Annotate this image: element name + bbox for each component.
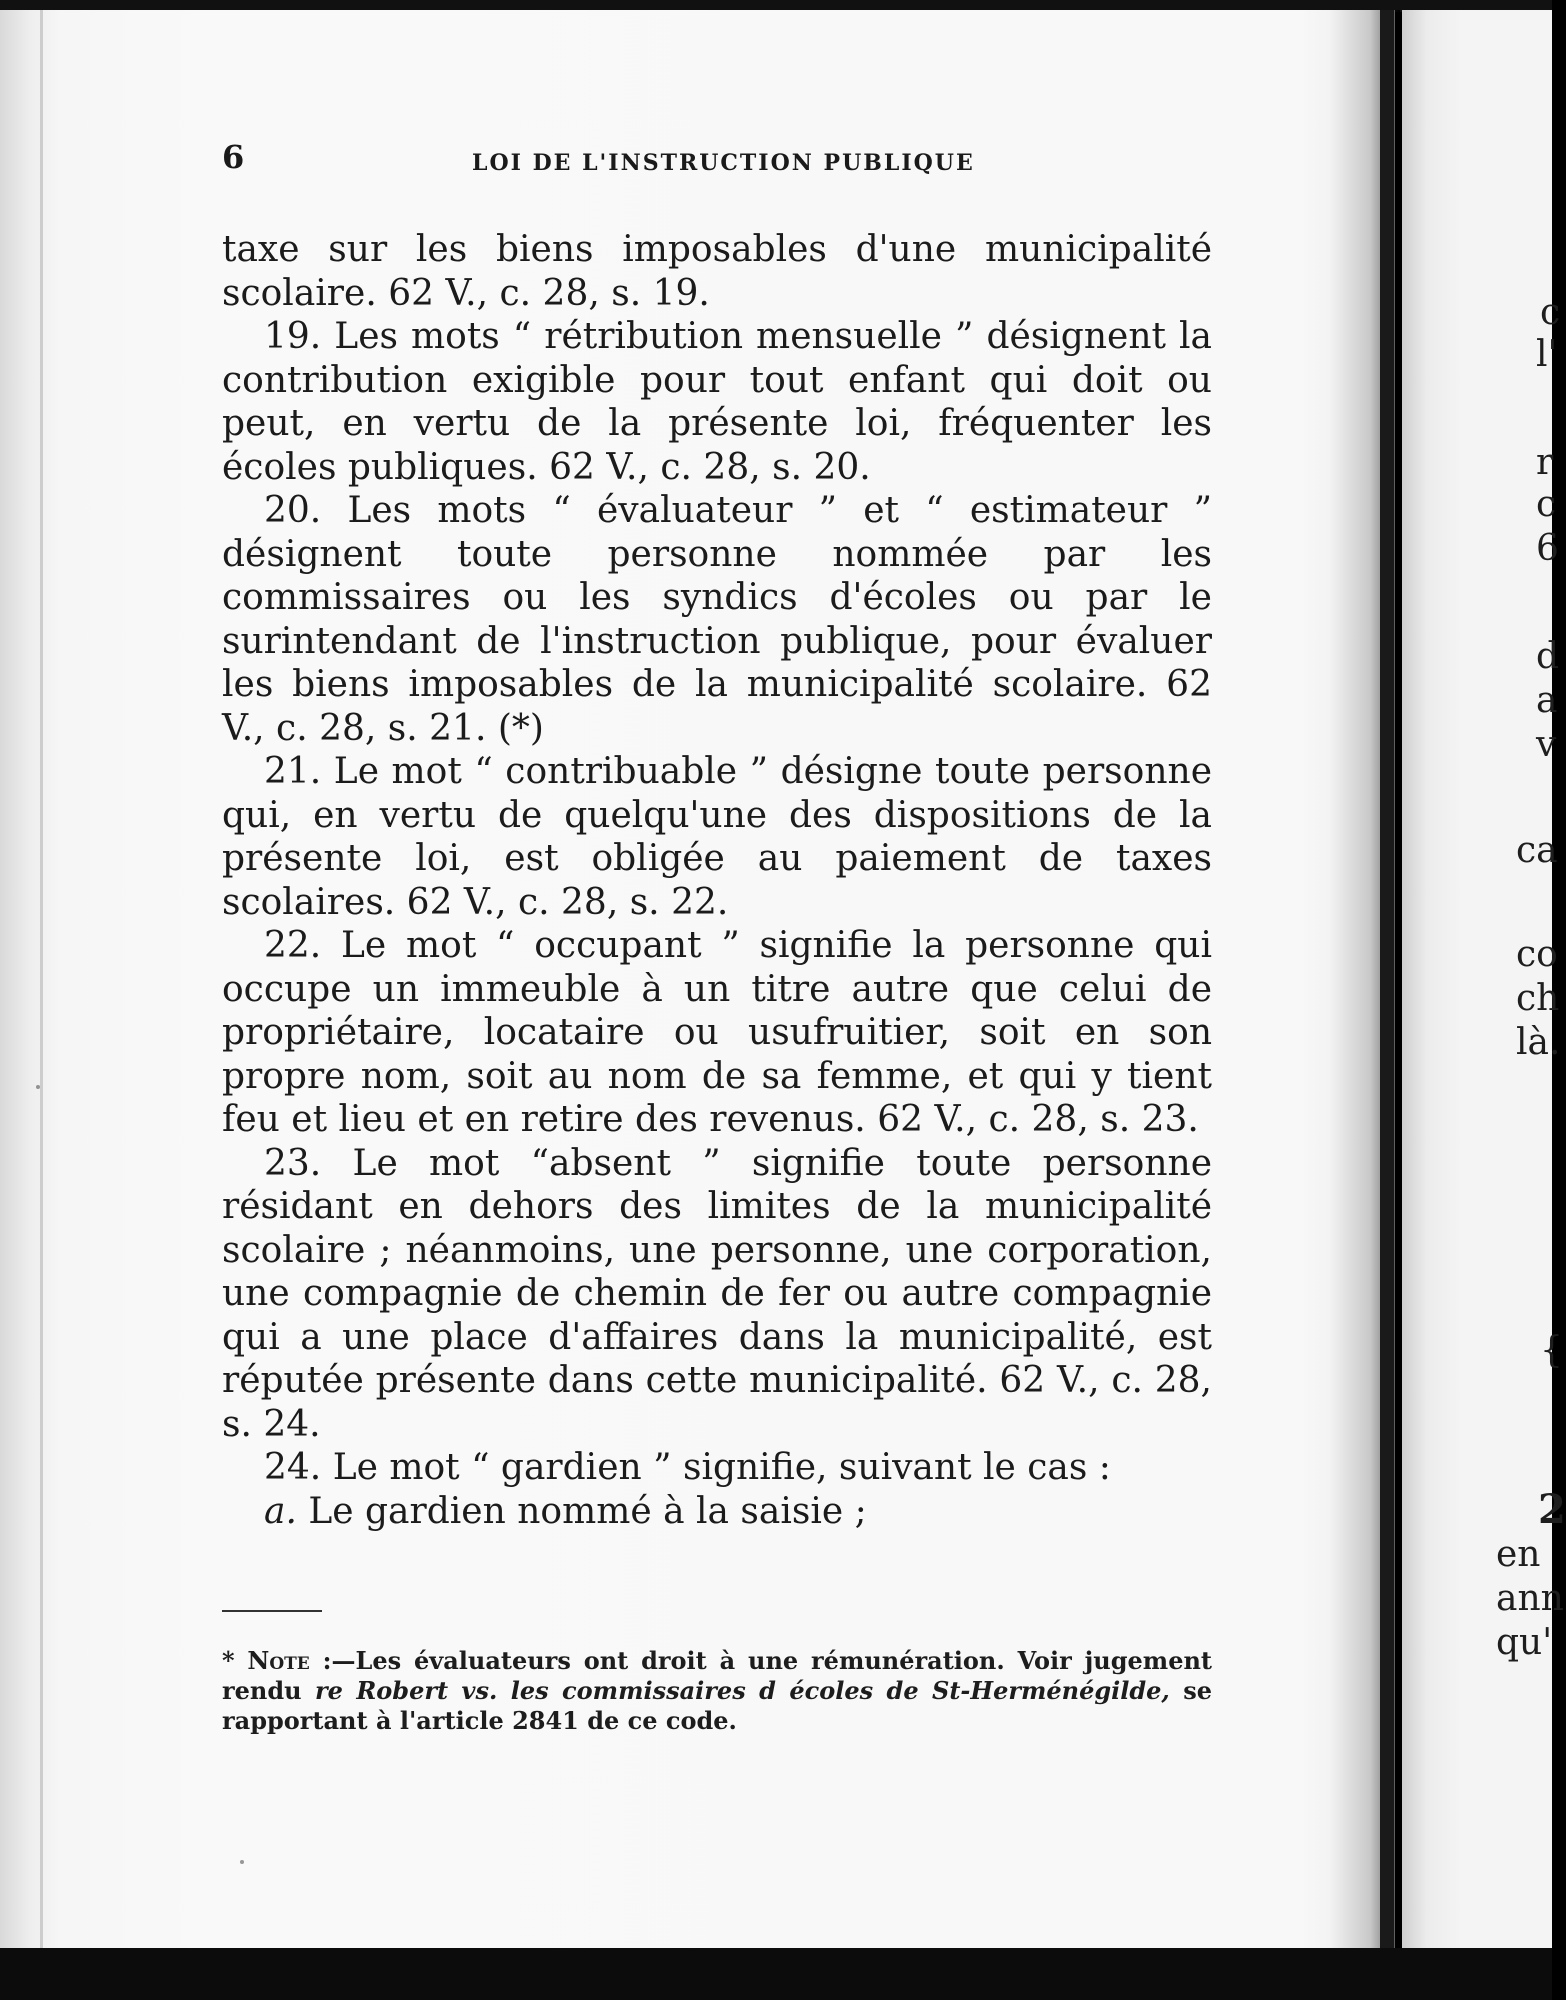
sub-item-text: Le gardien nommé à la saisie ; [296, 1490, 867, 1532]
facing-page-fragment: qu' [1496, 1622, 1553, 1663]
footnote-text-1: —Les évaluateurs ont droit à une rémunération. Voir jugement rendu [222, 1646, 1212, 1705]
facing-page-fragment: là. [1516, 1022, 1561, 1063]
paragraph-23: 23. Le mot “absent ” signifie toute personne résidant en dehors des limites de la municipalité scolaire ; néanmoins, une personne, une corporation, une compagnie de chemin de fer ou autre compagnie qui a une place d'affaires dans la municipalité, est réputée présente dans cette municipalité. 62 V., c. 28, s. 24. [222, 1142, 1212, 1445]
facing-page-fragment: 6 [1536, 528, 1559, 569]
sub-item-letter: a. [264, 1490, 297, 1532]
scan-speck [240, 1860, 244, 1864]
footnote-text-2: se rapportant à l'article 2841 de ce code. [222, 1676, 1212, 1735]
running-head: LOI DE L'INSTRUCTION PUBLIQUE [472, 150, 975, 176]
facing-page-fragment: ann [1496, 1578, 1564, 1619]
facing-page-fragment: v [1536, 724, 1557, 765]
footnote-case-name: re Robert vs. les commissaires d écoles de St-Herménégilde, [315, 1676, 1170, 1705]
facing-page-fragment: en [1496, 1534, 1541, 1575]
facing-page-fragment: a [1536, 680, 1558, 721]
paragraph-20: 20. Les mots “ évaluateur ” et “ estimateur ” désignent toute personne nommée par les commissaires ou les syndics d'écoles ou par le surintendant de l'instruction publique, pour évaluer les biens imposables de la municipalité scolaire. 62 V., c. 28, s. 21. (*) [222, 490, 1212, 749]
paragraph-21: 21. Le mot “ contribuable ” désigne toute personne qui, en vertu de quelqu'une des dispositions de la présente loi, est obligée au paiement de taxes scolaires. 62 V., c. 28, s. 22. [222, 751, 1212, 923]
page-number: 6 [222, 138, 245, 176]
facing-page-fragment: 2 [1538, 1486, 1566, 1533]
paragraph-22: 22. Le mot “ occupant ” signifie la personne qui occupe un immeuble à un titre autre que celui de propriétaire, locataire ou usufruitier, soit en son propre nom, soit au nom de sa femme, et qui y tient feu et lieu et en retire des revenus. 62 V., c. 28, s. 23. [222, 925, 1212, 1140]
facing-page-fragment: l' [1536, 334, 1558, 375]
facing-page-fragment: r [1536, 442, 1554, 483]
facing-page-fragment: c [1540, 292, 1561, 333]
scan-bottom-edge [0, 1948, 1552, 2000]
facing-page-fragment: ca [1516, 830, 1558, 871]
footnote [222, 1646, 1212, 1736]
sub-item-a [222, 1490, 1212, 1534]
paragraph-24: 24. Le mot “ gardien ” signifie, suivant le cas : [264, 1447, 1111, 1488]
footnote-rule [222, 1610, 322, 1612]
paragraph-continuation: taxe sur les biens imposables d'une municipalité scolaire. 62 V., c. 28, s. 19. [222, 229, 1212, 314]
paragraph-19: 19. Les mots “ rétribution mensuelle ” désignent la contribution exigible pour tout enfant qui doit ou peut, en vertu de la présente loi, fréquenter les écoles publiques. 62 V., c. 28, s. 20. [222, 316, 1212, 488]
binding-gutter [1380, 10, 1394, 1950]
footnote-marker: * Note : [222, 1646, 332, 1675]
page-edge [40, 10, 43, 1950]
facing-page-fragment: d [1536, 636, 1560, 677]
facing-page-fragment: c [1536, 484, 1557, 525]
book-page [0, 10, 1395, 1950]
scan-speck [36, 1085, 40, 1089]
facing-page-fragment: ch [1516, 978, 1560, 1019]
facing-page-fragment: { [1540, 1330, 1563, 1371]
body-text [222, 228, 1212, 1533]
facing-page-sliver [1402, 10, 1566, 1950]
facing-page-fragment: co [1516, 934, 1558, 975]
